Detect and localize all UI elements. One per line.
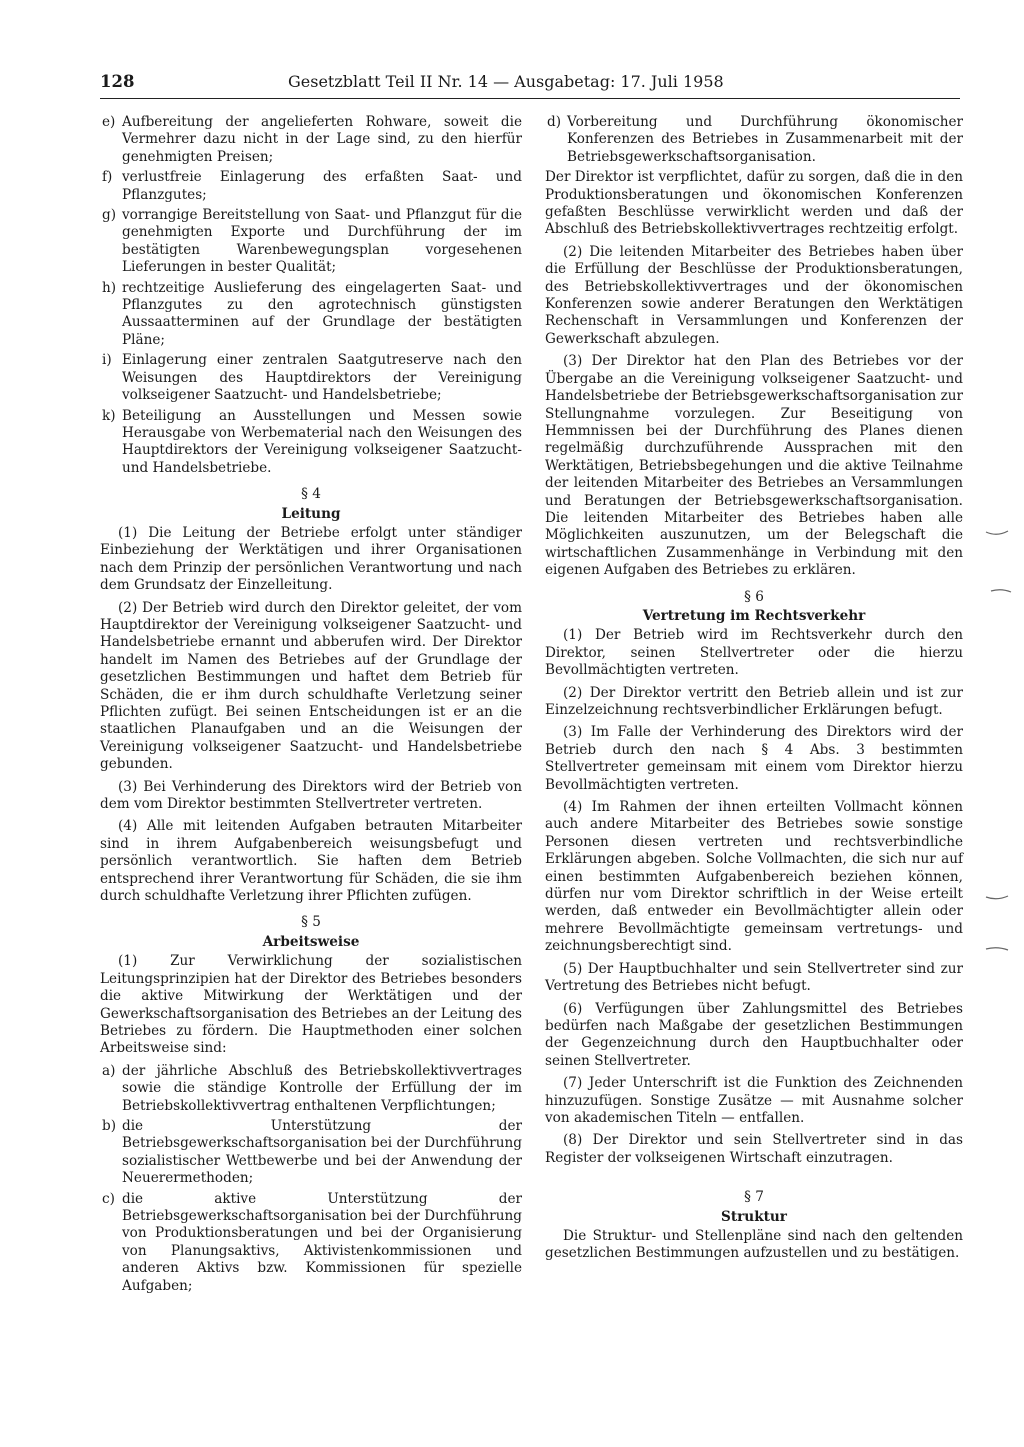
margin-mark [990, 586, 1012, 596]
list-marker: d) [547, 114, 562, 130]
section-title-arbeitsweise: Arbeitsweise [262, 933, 360, 950]
page-header [100, 72, 960, 99]
section-number-5: § 5 [301, 914, 321, 931]
paragraph: (4) Im Rahmen der ihnen erteilten Vollmacht können auch andere Mitarbeiter des Betriebes sowie sonstige Personen diesen vertreten und rechtsverbindliche Erklärungen abgeben. Solche Vollmachten, die sich nur auf einen bestimmten Aufgabenbereich beziehen können, dürfen nur vom Direktor schriftlich in der Weise erteilt werden, daß entweder ein Bevollmächtigter allein oder mehrere Bevollmächtigte gemeinsam vertretungs- und zeichnungsberechtigt sind. [545, 799, 963, 955]
list-item [100, 1191, 522, 1295]
list-item [100, 1118, 522, 1188]
right-column [545, 114, 963, 1268]
list-marker: b) [102, 1117, 117, 1134]
paragraph: (4) Alle mit leitenden Aufgaben betrauten Mitarbeiter sind in ihrem Aufgabenbereich weisungsbefugt und persönlich verantwortlich. Sie haften dem Betrieb entsprechend ihrer Verantwortung für Schäden, die sie ihm durch schuldhafte Verletzung ihrer Pflichten zufügen. [100, 818, 522, 905]
section-title-vertretung: Vertretung im Rechtsverkehr [642, 607, 866, 624]
list-marker: h) [102, 279, 117, 296]
paragraph: (1) Zur Verwirklichung der sozialistischen Leitungsprinzipien hat der Direktor des Betriebes besonders die aktive Mitwirkung der Werktätigen und der Gewerkschaftsorganisation des Betriebes an der Leitung des Betriebes zu fördern. Die Hauptmethoden einer solchen Arbeitsweise sind: [100, 953, 522, 1057]
paragraph: Der Direktor ist verpflichtet, dafür zu sorgen, daß die in den Produktionsberatungen und ökonomischen Konferenzen gefaßten Beschlüsse verwirklicht werden und daß der Abschluß des Betriebskollektivvertrages rechtzeitig erfolgt. [545, 169, 963, 238]
section-number-7: § 7 [744, 1189, 764, 1206]
paragraph: (1) Der Betrieb wird im Rechtsverkehr durch den Direktor, seinen Stellvertreter oder die hierzu Bevollmächtigten vertreten. [545, 627, 963, 679]
list-item [545, 114, 963, 166]
list-marker: a) [102, 1062, 116, 1079]
list-item [100, 280, 522, 350]
list-marker: g) [102, 207, 117, 224]
list-text: die Unterstützung der Betriebsgewerkschaftsorganisation bei der Durchführung sozialistischer Wettbewerbe und bei der Anwendung der Neuerermethoden; [122, 1117, 522, 1187]
section-number-4: § 4 [301, 486, 321, 503]
paragraph: (2) Der Betrieb wird durch den Direktor geleitet, der vom Hauptdirektor der Vereinigung volkseigener Saatzucht- und Handelsbetriebe ernannt und abberufen wird. Der Direktor handelt im Namen des Betriebes auf der Grundlage der gesetzlichen Bestimmungen und haftet dem Betrieb für Schäden, die er ihm durch schuldhafte Verletzung seiner Pflichten zufügt. Bei seinen Entscheidungen ist er an die staatlichen Planaufgaben und an die Weisungen der Vereinigung volkseigener Saatzucht- und Handelsbetriebe gebunden. [100, 599, 522, 773]
margin-mark [985, 528, 1009, 538]
section-title-leitung: Leitung [281, 505, 341, 522]
paragraph: (3) Bei Verhinderung des Direktors wird der Betrieb von dem vom Direktor bestimmten Stellvertreter vertreten. [100, 778, 522, 813]
list-text: Vorbereitung und Durchführung ökonomischer Konferenzen des Betriebes in Zusammenarbeit mit der Betriebsgewerkschaftsorganisation. [567, 114, 963, 165]
paragraph: (3) Im Falle der Verhinderung des Direktors wird der Betrieb durch den nach § 4 Abs. 3 bestimmten Stellvertreter gemeinsam mit einem vom Direktor hierzu Bevollmächtigten vertreten. [545, 724, 963, 793]
list-marker: f) [102, 169, 113, 186]
list-text: der jährliche Abschluß des Betriebskollektivvertrages sowie die ständige Kontrolle der Erfüllung der im Betriebskollektivvertrag enthaltenen Verpflichtungen; [122, 1062, 522, 1114]
margin-mark [985, 944, 1009, 954]
list-text: Einlagerung einer zentralen Saatgutreserve nach den Weisungen des Hauptdirektors der Vereinigung volkseigener Saatzucht- und Handelsbetriebe; [122, 352, 522, 404]
list-marker: k) [102, 407, 116, 424]
list-item [100, 207, 522, 277]
paragraph: Die Struktur- und Stellenpläne sind nach den geltenden gesetzlichen Bestimmungen aufzustellen und zu bestätigen. [545, 1227, 963, 1262]
left-column [100, 114, 522, 1298]
list-item [100, 352, 522, 404]
paragraph: (7) Jeder Unterschrift ist die Funktion des Zeichnenden hinzuzufügen. Sonstige Zusätze — mit Ausnahme solcher von akademischen Titeln — entfallen. [545, 1075, 963, 1126]
list-text: Aufbereitung der angelieferten Rohware, soweit die Vermehrer dazu nicht in der Lage sind, zu den hierfür genehmigten Preisen; [122, 114, 522, 165]
paragraph: (5) Der Hauptbuchhalter und sein Stellvertreter sind zur Vertretung des Betriebes nicht befugt. [545, 960, 963, 995]
list-text: Beteiligung an Ausstellungen und Messen sowie Herausgabe von Werbematerial nach den Weisungen des Hauptdirektors der Vereinigung volkseigener Saatzucht- und Handelsbetriebe. [122, 407, 522, 476]
page-number: 128 [100, 72, 135, 91]
paragraph: (3) Der Direktor hat den Plan des Betriebes vor der Übergabe an die Vereinigung volkseigener Saatzucht- und Handelsbetriebe der Betriebsgewerkschaftsorganisation zur Stellungnahme vorzulegen. Zur Beseitigung von Hemmnissen bei der Durchführung des Planes dienen regelmäßig durchzuführende Aussprachen mit den Werktätigen, Betriebsbegehungen und die aktive Teilnahme der leitenden Mitarbeiter des Betriebes an Versammlungen und Beratungen der Betriebsgewerkschaftsorganisation. Die leitenden Mitarbeiter des Betriebes haben alle Möglichkeiten auszunutzen, um der Belegschaft die wirtschaftlichen Zusammenhänge in Verbindung mit den eigenen Aufgaben des Betriebes zu erklären. [545, 353, 963, 579]
paragraph: (1) Die Leitung der Betriebe erfolgt unter ständiger Einbeziehung der Werktätigen und ihrer Organisationen nach dem Prinzip der persönlichen Verantwortung und nach dem Grundsatz der Einzelleitung. [100, 524, 522, 594]
paragraph: (2) Der Direktor vertritt den Betrieb allein und ist zur Einzelzeichnung rechtsverbindlicher Erklärungen befugt. [545, 684, 963, 718]
list-text: die aktive Unterstützung der Betriebsgewerkschaftsorganisation bei der Durchführung von Produktionsberatungen und bei der Organisierung von Planungsaktivs, Aktivistenkommissionen und anderen Aktivs bzw. Kommissionen für spezielle Aufgaben; [122, 1190, 522, 1294]
list-item [100, 1063, 522, 1115]
list-text: verlustfreie Einlagerung des erfaßten Saat- und Pflanzgutes; [122, 169, 522, 203]
section-number-6: § 6 [744, 588, 764, 605]
list-item [100, 169, 522, 204]
list-item [100, 114, 522, 166]
list-item [100, 408, 522, 478]
list-marker: i) [102, 352, 112, 369]
margin-mark [985, 893, 1009, 903]
paragraph: (8) Der Direktor und sein Stellvertreter sind in das Register der volkseigenen Wirtschaft einzutragen. [545, 1132, 963, 1166]
page-title: Gesetzblatt Teil II Nr. 14 — Ausgabetag: 17. Juli 1958 [288, 72, 724, 91]
paragraph: (2) Die leitenden Mitarbeiter des Betriebes haben über die Erfüllung der Beschlüsse der Produktionsberatungen, des Betriebskollektivvertrages und der ökonomischen Konferenzen sowie anderer Beratungen den Werktätigen Rechenschaft in Versammlungen und Konferenzen der Gewerkschaft abzulegen. [545, 243, 963, 347]
paragraph: (6) Verfügungen über Zahlungsmittel des Betriebes bedürfen nach Maßgabe der gesetzlichen Bestimmungen der Gegenzeichnung durch den Hauptbuchhalter oder seinen Stellvertreter. [545, 1000, 963, 1069]
section-title-struktur: Struktur [721, 1208, 787, 1225]
list-text: vorrangige Bereitstellung von Saat- und Pflanzgut für die genehmigten Exporte und Durchführung der im bestätigten Warenbewegungsplan vorgesehenen Lieferungen in bester Qualität; [122, 207, 522, 276]
list-marker: c) [102, 1190, 115, 1207]
list-marker: e) [102, 114, 116, 130]
list-text: rechtzeitige Auslieferung des eingelagerten Saat- und Pflanzgutes zu den agrotechnisch günstigsten Aussaatterminen auf der Grundlage der bestätigten Pläne; [122, 279, 522, 348]
